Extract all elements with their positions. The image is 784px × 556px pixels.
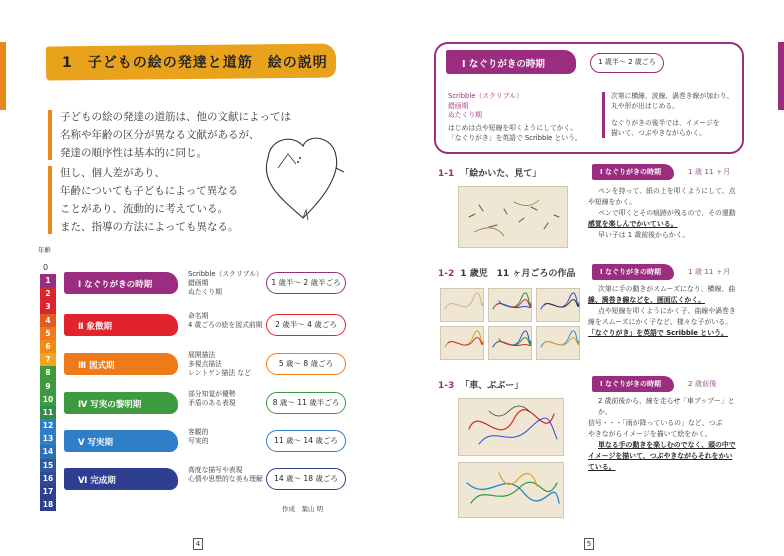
age-cell: 5 [40,327,56,340]
age-cell: 8 [40,366,56,379]
period-age-range: 5 歳～ 8 歳ごろ [266,353,346,375]
section-number: 1-3 [438,381,455,391]
artwork-thumbnail-scribble [537,289,581,323]
section-1-3-age: 2 歳前後 [688,379,717,388]
artwork-thumbnail [440,326,484,360]
period-desc-line: ぬたくり期 [188,288,222,296]
period-desc-line: Scribble（スクリブル） [188,270,263,278]
period-age-range: 1 歳半～ 2 歳半ごろ [266,272,346,294]
header-right-line: 描いて、つぶやきながらかく。 [611,128,706,137]
age-cell: 13 [40,432,56,445]
header-right-line [611,111,738,119]
section-title-text: 「絵かいた、見て」 [460,169,542,179]
section-1-1-body [588,186,746,241]
artwork-thumbnail-scribble [441,327,485,361]
period-description [188,390,236,408]
period-desc-line: 4 歳ごろの絵を図式前期 [188,321,263,329]
period-label: Ⅱ 象徴期 [78,322,113,332]
section-1-1-title [438,166,541,179]
age-cell: 10 [40,393,56,406]
header-right-line: 丸や形が出はじめる。 [611,101,679,110]
artwork-thumbnail [488,326,532,360]
header-body-line: はじめは点や短線を叩くようにしてかく。 [448,124,578,132]
body-line: ている。 [588,463,616,471]
child-face-drawing [248,128,348,228]
body-line: ペンで叩くとその痕跡が残るので、その運動 [598,209,736,217]
period-label: Ⅰ なぐりがきの時期 [78,280,153,290]
age-cell: 14 [40,445,56,458]
artwork-1-1-scribble [459,187,569,249]
body-line: 感覚を楽しんでかいている。 [588,220,678,228]
age-cell: 15 [40,459,56,472]
term: Scribble（スクリブル） [448,92,523,100]
age-cell: 7 [40,353,56,366]
period-description [188,270,263,297]
page-number-left: 4 [193,538,203,550]
section-1-3-title [438,378,523,391]
body-line: 次第に手の動きがスムーズになり、横線、曲 [598,285,736,293]
body-line: ペンを持って、紙の上を叩くようにして、点 [598,187,736,195]
period-desc-line: 高度な描写や表現 [188,466,243,474]
header-left-body [448,124,582,143]
artwork-1-3-top-scribble [459,399,565,457]
artwork-thumbnail-scribble [489,327,533,361]
body-line: 線、渦巻き線などを、画面広くかく。 [588,296,706,304]
period-desc-line: 写実的 [188,437,209,445]
body-line: 信号・・・「雨が降っているの」など、つぶ [588,419,723,427]
body-line: 「なぐりがき」を英語で Scribble という。 [588,329,728,337]
body-line: 単なる手の動きを楽しむのでなく、頭の中で [598,441,736,449]
section-1-1-age: 1 歳 11 ヶ月 [688,167,731,176]
intro2-line: ことがあり、流動的に考えている。 [60,203,228,215]
page-number-right: 5 [584,538,594,550]
term: ぬたくり期 [448,111,482,119]
period-desc-line: 矛盾のある表現 [188,399,236,407]
period-age-range: 11 歳～ 14 歳ごろ [266,430,346,452]
section-1-2-tag: Ⅰ なぐりがきの時期 [592,264,674,280]
section-1-3-body [588,396,746,473]
section-title-text: 「車、ぶぶー」 [460,381,524,391]
header-right-body [602,92,738,138]
artwork-thumbnail-scribble [441,289,485,323]
artwork-thumbnail [536,326,580,360]
period-age-range: 14 歳～ 18 歳ごろ [266,468,346,490]
period-desc-line: 心情や思想的な美も理解 [188,475,263,483]
section-number: 1-1 [438,169,455,179]
period-desc-line: 命名期 [188,312,209,320]
period-age-range: 2 歳半～ 4 歳ごろ [266,314,346,336]
age-cell: 18 [40,498,56,511]
period-label: Ⅴ 写実期 [78,438,114,448]
body-line: 点や短線を叩くようにかく子、曲線や渦巻き [598,307,736,315]
header-right-line: なぐりがきの後半では、イメージを [611,119,720,127]
header-right-line: 次第に横線、波線、渦巻き線が加わり、 [611,92,734,100]
right-edge-tab [778,42,784,110]
section-title-text: 1 歳児 11 ヶ月ごろの作品 [460,269,576,279]
period-desc-line: レントゲン描法 など [188,369,251,377]
artwork-thumbnail [488,288,532,322]
period-desc-line: 錯画期 [188,279,209,287]
intro2-line: 但し、個人差があり、 [60,167,165,179]
age-cell: 12 [40,419,56,432]
body-line: 線をスムーズにかく子など、様々な子がいる。 [588,318,733,326]
period-desc-line: 部分知覚が優勢 [188,390,236,398]
age-cell: 16 [40,472,56,485]
period-label: Ⅵ 完成期 [78,476,116,486]
section-1-2-title [438,266,575,279]
intro1-line: 発達の順序性は基本的に同じ。 [60,147,207,159]
body-line: イメージを描いて、つぶやきながらそれをかい [588,452,733,460]
period-description [188,466,263,484]
artwork-thumbnail [536,288,580,322]
age-cell: 4 [40,314,56,327]
term: 錯画期 [448,101,469,110]
intro2-line: また、指導の方法によっても異なる。 [60,221,239,233]
age-zero: 0 [43,263,49,272]
body-line: や短線をかく。 [588,198,637,206]
age-cell: 6 [40,340,56,353]
age-cell: 3 [40,300,56,313]
intro-bar-2 [48,166,52,234]
section-number: 1-2 [438,269,455,279]
age-cell: 11 [40,406,56,419]
artwork-1-3-top [458,398,564,456]
header-body-line: 「なぐりがき」を英語で Scribble という。 [448,133,582,142]
age-cell: 17 [40,485,56,498]
period-description [188,312,262,330]
artwork-1-1 [458,186,568,248]
artwork-thumbnail-scribble [537,327,581,361]
section-1-2-age: 1 歳 11 ヶ月 [688,267,731,276]
artwork-thumbnail [440,288,484,322]
left-edge-tab [0,42,6,110]
author-credit: 作成 葉山 明 [282,505,324,513]
intro1-line: 名称や年齢の区分が異なる文献があるが、 [60,129,260,141]
section-1-3-tag: Ⅰ なぐりがきの時期 [592,376,674,392]
age-cell: 1 [40,274,56,287]
period-desc-line: 客観的 [188,428,209,436]
period-age-range: 8 歳～ 11 歳半ごろ [266,392,346,414]
age-cell: 9 [40,380,56,393]
artwork-1-3-bottom-scribble [459,463,565,519]
intro1-line: 子どもの絵の発達の道筋は、他の文献によっては [60,111,291,123]
period-label: Ⅲ 図式期 [78,361,115,371]
body-line: やきながらイメージを描いて絵をかく。 [588,430,712,438]
period-description [188,351,251,378]
body-line: 早い子は 1 歳前後からかく。 [598,231,690,239]
header-left-terms [448,92,523,121]
period-desc-line: 多視点描法 [188,360,222,368]
header-title: Ⅰ なぐりがきの時期 [462,59,545,70]
age-cell: 2 [40,287,56,300]
body-line: 2 歳前後から、線を走らせ「車ブッブー」とか、 [598,397,735,416]
artwork-1-3-bottom [458,462,564,518]
age-axis-label: 年齢 [38,246,51,254]
period-desc-line: 展開描法 [188,351,216,359]
page-title: 1 子どもの絵の発達と道筋 絵の説明 [62,55,328,71]
header-age-range: 1 歳半～ 2 歳ごろ [590,53,664,73]
artwork-thumbnail-scribble [489,289,533,323]
section-1-2-body [588,284,746,339]
intro-bar-1 [48,110,52,160]
intro2-line: 年齢についても子どもによって異なる [60,185,239,197]
section-1-1-tag: Ⅰ なぐりがきの時期 [592,164,674,180]
period-description [188,428,208,446]
period-label: Ⅳ 写実の黎明期 [78,400,142,410]
age-scale [40,274,56,511]
